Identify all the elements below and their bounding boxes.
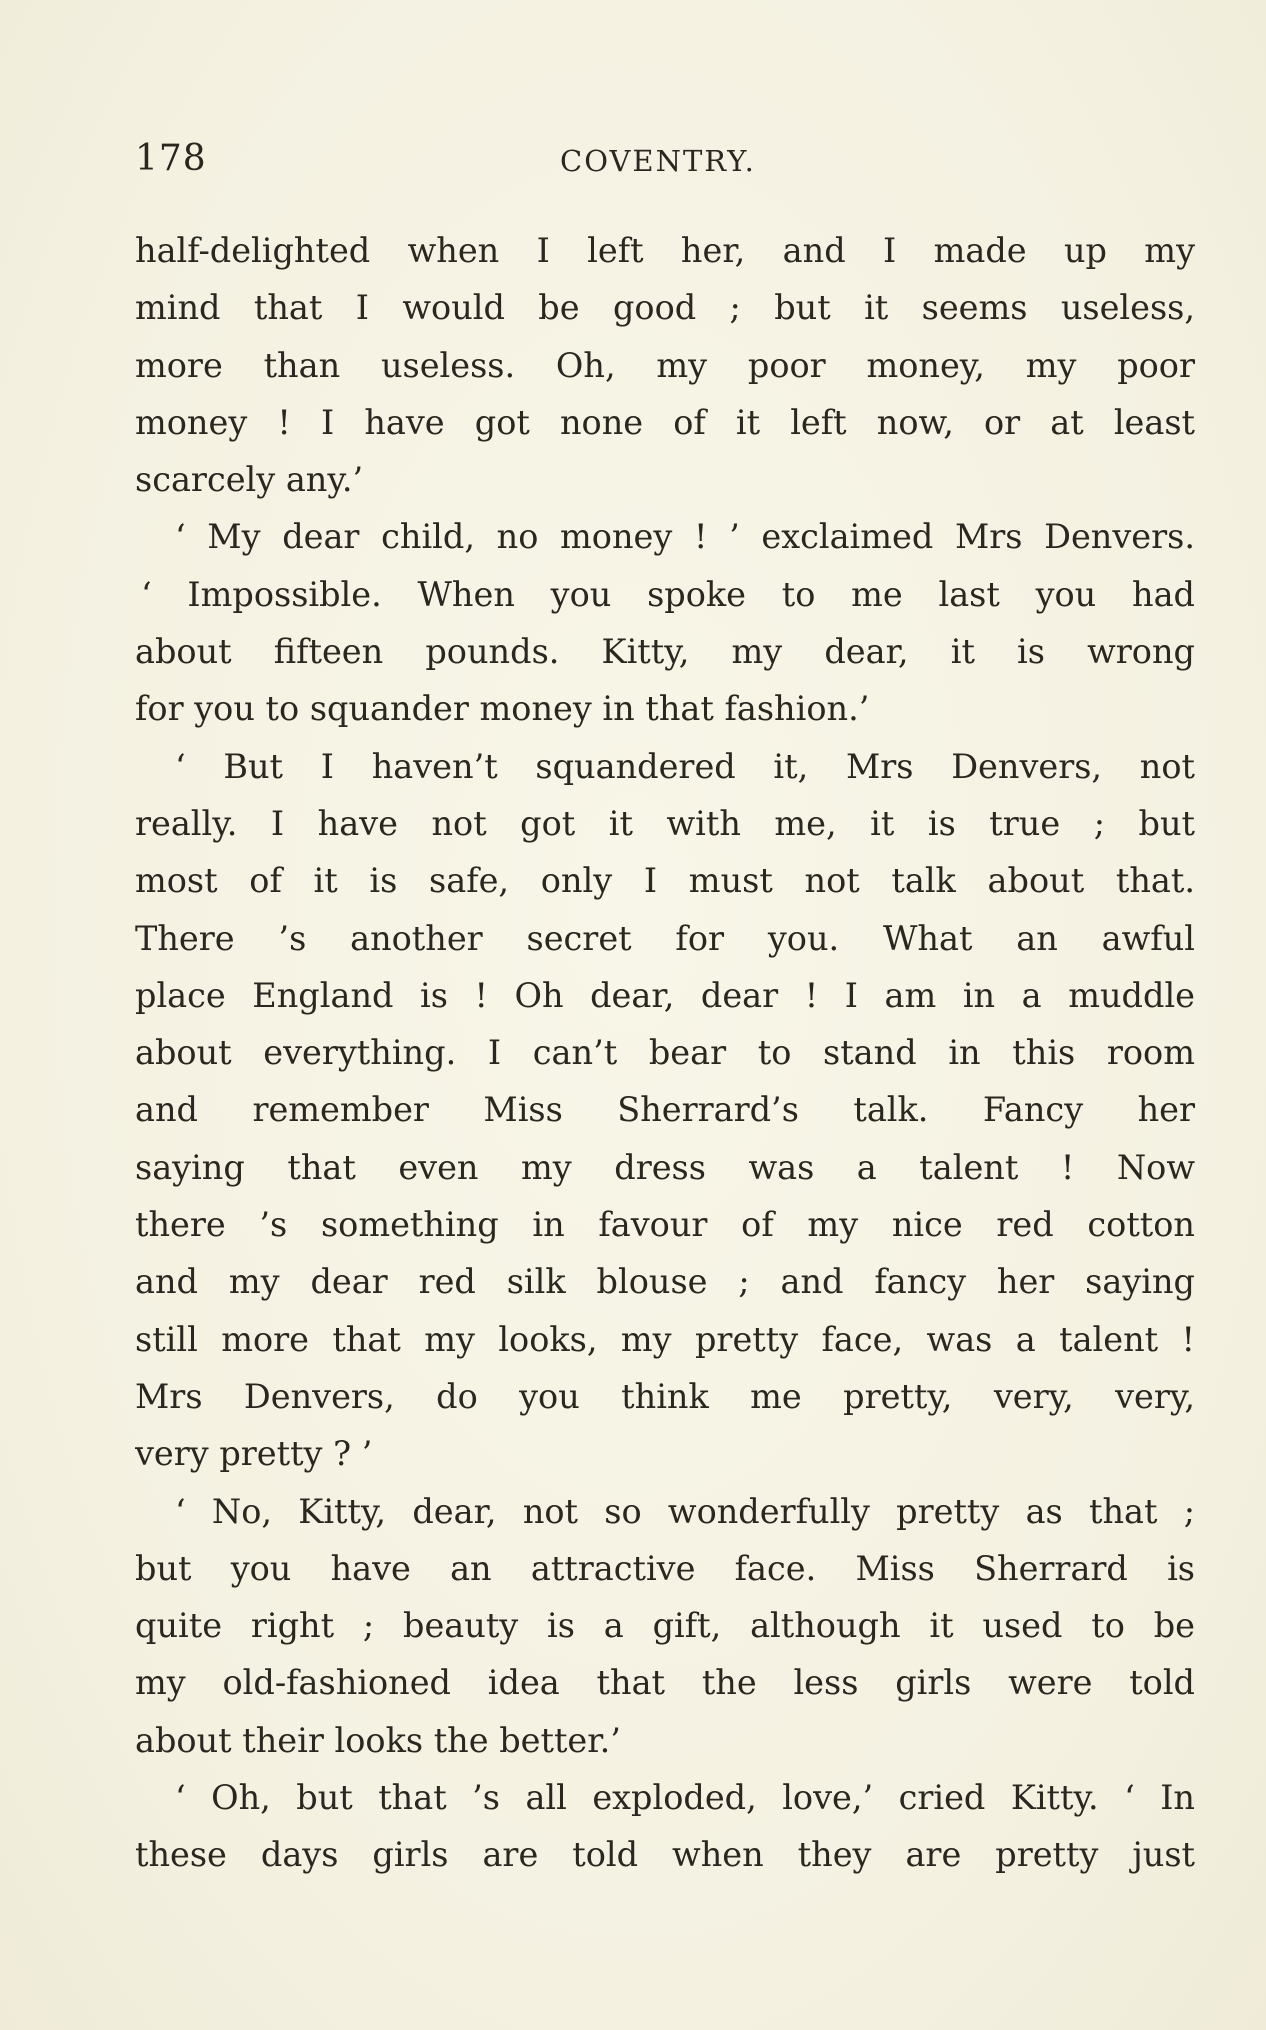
text-line: Mrs Denvers, do you think me pretty, very, very,	[135, 1376, 1195, 1416]
text-line: saying that even my dress was a talent ! Now	[135, 1147, 1195, 1187]
text-line: ‘ My dear child, no money ! ’ exclaimed Mrs Denvers.	[175, 517, 1195, 557]
running-head: COVENTRY.	[560, 144, 756, 178]
text-line: ‘ Impossible. When you spoke to me last you had	[141, 574, 1195, 614]
text-line: most of it is safe, only I must not talk about that.	[135, 861, 1195, 901]
text-line: quite right ; beauty is a gift, although it used to be	[135, 1606, 1195, 1646]
text-line: there ’s something in favour of my nice red cotton	[135, 1205, 1195, 1245]
text-line: these days girls are told when they are pretty just	[135, 1835, 1195, 1875]
body-text	[135, 222, 1195, 1884]
text-line: half-delighted when I left her, and I made up my	[135, 231, 1195, 270]
text-line: about their looks the better.’	[135, 1720, 621, 1760]
text-line: mind that I would be good ; but it seems useless,	[135, 288, 1195, 328]
text-line: really. I have not got it with me, it is true ; but	[135, 803, 1195, 843]
text-line: but you have an attractive face. Miss Sherrard is	[135, 1548, 1195, 1588]
page-header	[135, 138, 1195, 188]
text-line: and remember Miss Sherrard’s talk. Fancy her	[135, 1090, 1195, 1130]
text-line: still more that my looks, my pretty face, was a talent !	[135, 1319, 1195, 1359]
text-line: for you to squander money in that fashion.’	[135, 689, 870, 729]
text-line: about everything. I can’t bear to stand in this room	[135, 1033, 1195, 1073]
text-line: scarcely any.’	[135, 460, 364, 500]
text-line: ‘ But I haven’t squandered it, Mrs Denvers, not	[175, 746, 1195, 786]
text-line: very pretty ? ’	[135, 1434, 373, 1474]
text-line: money ! I have got none of it left now, or at least	[135, 402, 1195, 442]
text-line: and my dear red silk blouse ; and fancy her saying	[135, 1262, 1195, 1302]
text-line: There ’s another secret for you. What an awful	[135, 918, 1195, 958]
page-number: 178	[135, 138, 207, 179]
text-line: ‘ No, Kitty, dear, not so wonderfully pretty as that ;	[175, 1491, 1195, 1531]
text-line: about fifteen pounds. Kitty, my dear, it is wrong	[135, 632, 1195, 672]
text-line: my old-fashioned idea that the less girls were told	[135, 1663, 1195, 1703]
text-line: ‘ Oh, but that ’s all exploded, love,’ cried Kitty. ‘ In	[175, 1778, 1195, 1818]
text-line: place England is ! Oh dear, dear ! I am in a muddle	[135, 975, 1195, 1015]
text-line: more than useless. Oh, my poor money, my poor	[135, 345, 1195, 385]
